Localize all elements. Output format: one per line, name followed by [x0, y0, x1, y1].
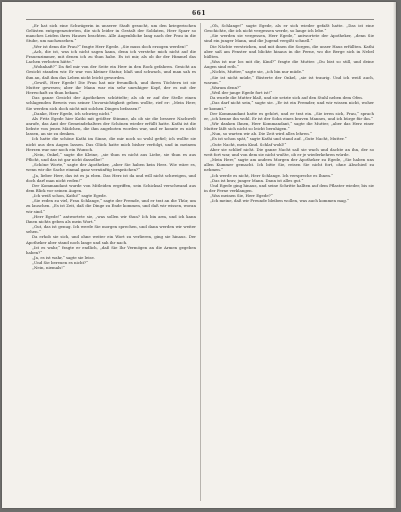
paragraph: „Schöne Worte,“ sagte der Apotheker, „aber Sie haben kein Herz. Wie wäre es, wenn wir die Sache einmal ganz vernünftig besprächen?“ [26, 162, 196, 173]
newspaper-page [2, 2, 396, 508]
paragraph: „Sie reden zu viel, Frau Schlange,“ sagte der Fremde, und er trat an die Thür, um zu lauschen. „Es ist Zeit, daß die Dinge zu Ende kommen, und daß wir wissen, woran wir sind.“ [26, 198, 196, 214]
paragraph: „Warum denn?“ [210, 84, 242, 90]
paragraph: Ich hatte die schöne Kathi im Sinne, die mir noch so wohl gefiel; ich wollte sie nicht aus den Augen lassen. Das Glück hatte mich bisher verfolgt, und in meinem Herzen war nur noch ein Wunsch. [26, 136, 196, 152]
paragraph: Der Kommandant wurde von Mitleiden ergriffen, sein Schicksal verschwand aus dem Blick vor seinen Augen. [26, 182, 196, 193]
paragraph: „Sie werden sie vergessen, Herr Egede,“ antwortete der Apotheker, „denn Sie sind ein junger Mann, und die Jugend vergißt schnell.“ [204, 33, 374, 44]
paragraph: „Ja, lieber Herr, das ist es ja eben. Das Herz ist da und will nicht schweigen, und doch darf man nicht reden!“ [26, 172, 196, 183]
paragraph: Die Nächte verstrichen, und mit ihnen die Sorgen, die unser Haus erfüllten. Kathi aber saß am Fenster und blickte hinaus in die Ferne, wo die Berge sich in Nebel hüllten. [204, 43, 374, 59]
left-column [26, 23, 196, 501]
paragraph: „Ich meine, daß wir Freunde bleiben wollen, was auch kommen mag.“ [210, 198, 349, 204]
paragraph: Der Kommandant hatte es gehört, und er trat ein. „Sie irren sich, Frau,“ sprach er, „ich kenne ihn wohl. Er ist der Sohn eines braven Mannes, und ich bürge für ihn.“ [204, 110, 374, 121]
paragraph: „Gute Nacht, mein Kind. Schlaf wohl!“ [210, 141, 287, 147]
page-number: 661 [191, 10, 207, 17]
paragraph: „Ich werde es nicht, Herr Schlange. Ich verspreche es Ihnen.“ [210, 172, 334, 178]
paragraph: „Herr Egede!“ antwortete sie, „was sollen wir thun? Ich bin arm, und ich kann Ihnen nichts geben als mein Wort.“ [26, 213, 196, 224]
paragraph: „Oh, Schlange!“ sagte Egede, als er sich wieder gefaßt hatte. „Das ist eine Geschichte, die ich nicht vergessen werde, so lange ich lebe.“ [204, 23, 374, 34]
paragraph: „Nein, niemals!“ [32, 265, 65, 271]
paragraph: „Gut, das ist genug. Ich werde Sie morgen sprechen, und dann werden wir weiter sehen.“ [26, 224, 196, 235]
paragraph: „Gewiß, Herr Egede! Die Frau hat mir freundlich, und ihren Töchtern ist sie Mutter gewesen; aber ihr Mann war ein sehr unruhiger Kopf, der es mit der Herrschaft zu thun bekam.“ [26, 79, 196, 96]
paragraph: Das ganze Gesicht der Apothekers schüttelte; als ob er auf der Stelle einen schlagenden Beweis von seiner Unvorsichtigkeit geben wollte, rief er: „Mein Herr, Sie werden sich doch nicht mit solchen Dingen befassen!“ [26, 95, 196, 111]
paragraph: „Er hat sich eine Schwägerin in unserer Stadt gesucht, um den kriegerischen Gelüsten entgegenzutreten, die sich leider in Gestalt der Soldaten, Herr Sparr so manches Leiden ihres Hauses brachten. Alle Augenblicke lang nach der Frau in die Stube, um nachzusehen.“ [26, 23, 196, 44]
paragraph: Und Egede ging hinaus, und seine Schritte hallten auf dem Pflaster wieder, bis sie in der Ferne verklangen. [204, 182, 374, 193]
paragraph: „Wer ist denn die Frau?“ fragte Herr Egede. „Sie muss doch erzogen werden!“ [32, 43, 188, 49]
paragraph: „Mein Herr,“ sagte am andern Morgen der Apotheker zu Egede, „Sie haben uns allen Kummer gemacht. Ich bitte Sie, reisen Sie nicht fort, ohne Abschied zu nehmen.“ [204, 157, 374, 173]
paragraph: Da erhob sie sich, und ohne weiter ein Wort zu verlieren, ging sie hinaus. Der Apotheker aber stand noch lange und sah ihr nach. [26, 234, 196, 245]
header-rule [26, 19, 374, 20]
paragraph: „Es ist schon spät,“ sagte Kathi und stand auf. „Gute Nacht, Mutter.“ [210, 136, 347, 142]
paragraph: „Nun, so warten wir ab. Die Zeit wird alles lehren.“ [210, 131, 312, 137]
paragraph: „Das ist brav, junger Mann. Dann ist alles gut.“ [210, 177, 304, 183]
paragraph: „Wir danken Ihnen, Herr Kommandant,“ sagte die Mutter, „aber das Herz einer Mutter läßt sich nicht so leicht beruhigen.“ [204, 120, 374, 132]
paragraph: „Nein, Onkel,“ sagte die Kleine, „sie thun es nicht aus Liebe, sie thun es aus Pflicht, und das ist gar nicht dasselbe!“ [26, 151, 196, 163]
paragraph: „Und Sie bereuen es nicht?“ [32, 260, 89, 266]
paragraph: „Was ist nur los mit dir, Kind?“ fragte die Mutter. „Du bist so still, und deine Augen sind roth.“ [204, 59, 374, 70]
paragraph: „Das darf nicht sein,“ sagte sie. „Er ist ein Fremder, und wir wissen nicht, woher er kommt.“ [204, 100, 374, 111]
paragraph: „Was meinen Sie, Herr Egede?“ [210, 193, 273, 199]
paragraph: „Nichts, Mutter,“ sagte sie, „ich bin nur müde.“ [210, 69, 305, 75]
paragraph: „Weil der junge Egede fort ist!“ [210, 90, 273, 96]
right-column [204, 23, 374, 501]
paragraph: „Ja, es ist wahr,“ sagte sie leise. [32, 255, 96, 261]
paragraph: „Ich weiß schon, Kathi!“ sagte Egede. [32, 193, 108, 199]
paragraph: „Wohnhaft?“ Da fiel mir von der Seite ein Herr in den Rock gefahren. Gesicht an Gesicht standen wir. Er war von kleiner Statur, blaß und schwach, und man sah es ihm an, daß ihm das Leben nicht leicht geworden. [26, 64, 196, 80]
paragraph: „Sie ist nicht müde,“ flüsterte der Onkel, „sie ist traurig. Und ich weiß auch, warum.“ [204, 74, 374, 85]
paragraph: „Ach, die ist, was ich nicht sagen kann, denn ich verstehe mich nicht auf die Frauenzimmer, mit denen ich zu thun habe. Es ist mir, als ob ihr der Himmel das Lachen verboten hätte.“ [26, 48, 196, 65]
paragraph: „Danke, Herr Egede, ich schwieg nicht.“ [32, 110, 113, 116]
paragraph: Da wurde die Mutter blaß, und sie setzte sich auf den Stuhl neben dem Ofen. [210, 95, 364, 101]
paragraph: Aber sie schlief nicht. Die ganze Nacht saß sie wach und dachte an ihn, der so weit fort war, und von dem sie nicht wußte, ob er je wiederkehren würde. [204, 146, 374, 157]
page-edge-shadow [393, 2, 396, 508]
paragraph: Als Fritz Egede hier Kathi mit größter Stimme, als ob sie die bessere Nachwelt anrufe, das Amt der Gemeindehalters der Schönen wieder erfüllt hatte. Kathi ist die liebste von jenen Mädchen, die ihm angeboten worden war, und er konnte es nicht lassen, an sie zu denken. [26, 115, 196, 137]
column-divider [200, 23, 201, 501]
paragraph: „Ist es wahr,“ fragte er endlich, „daß Sie Ihr Vermögen an die Armen gegeben haben?“ [26, 244, 196, 255]
